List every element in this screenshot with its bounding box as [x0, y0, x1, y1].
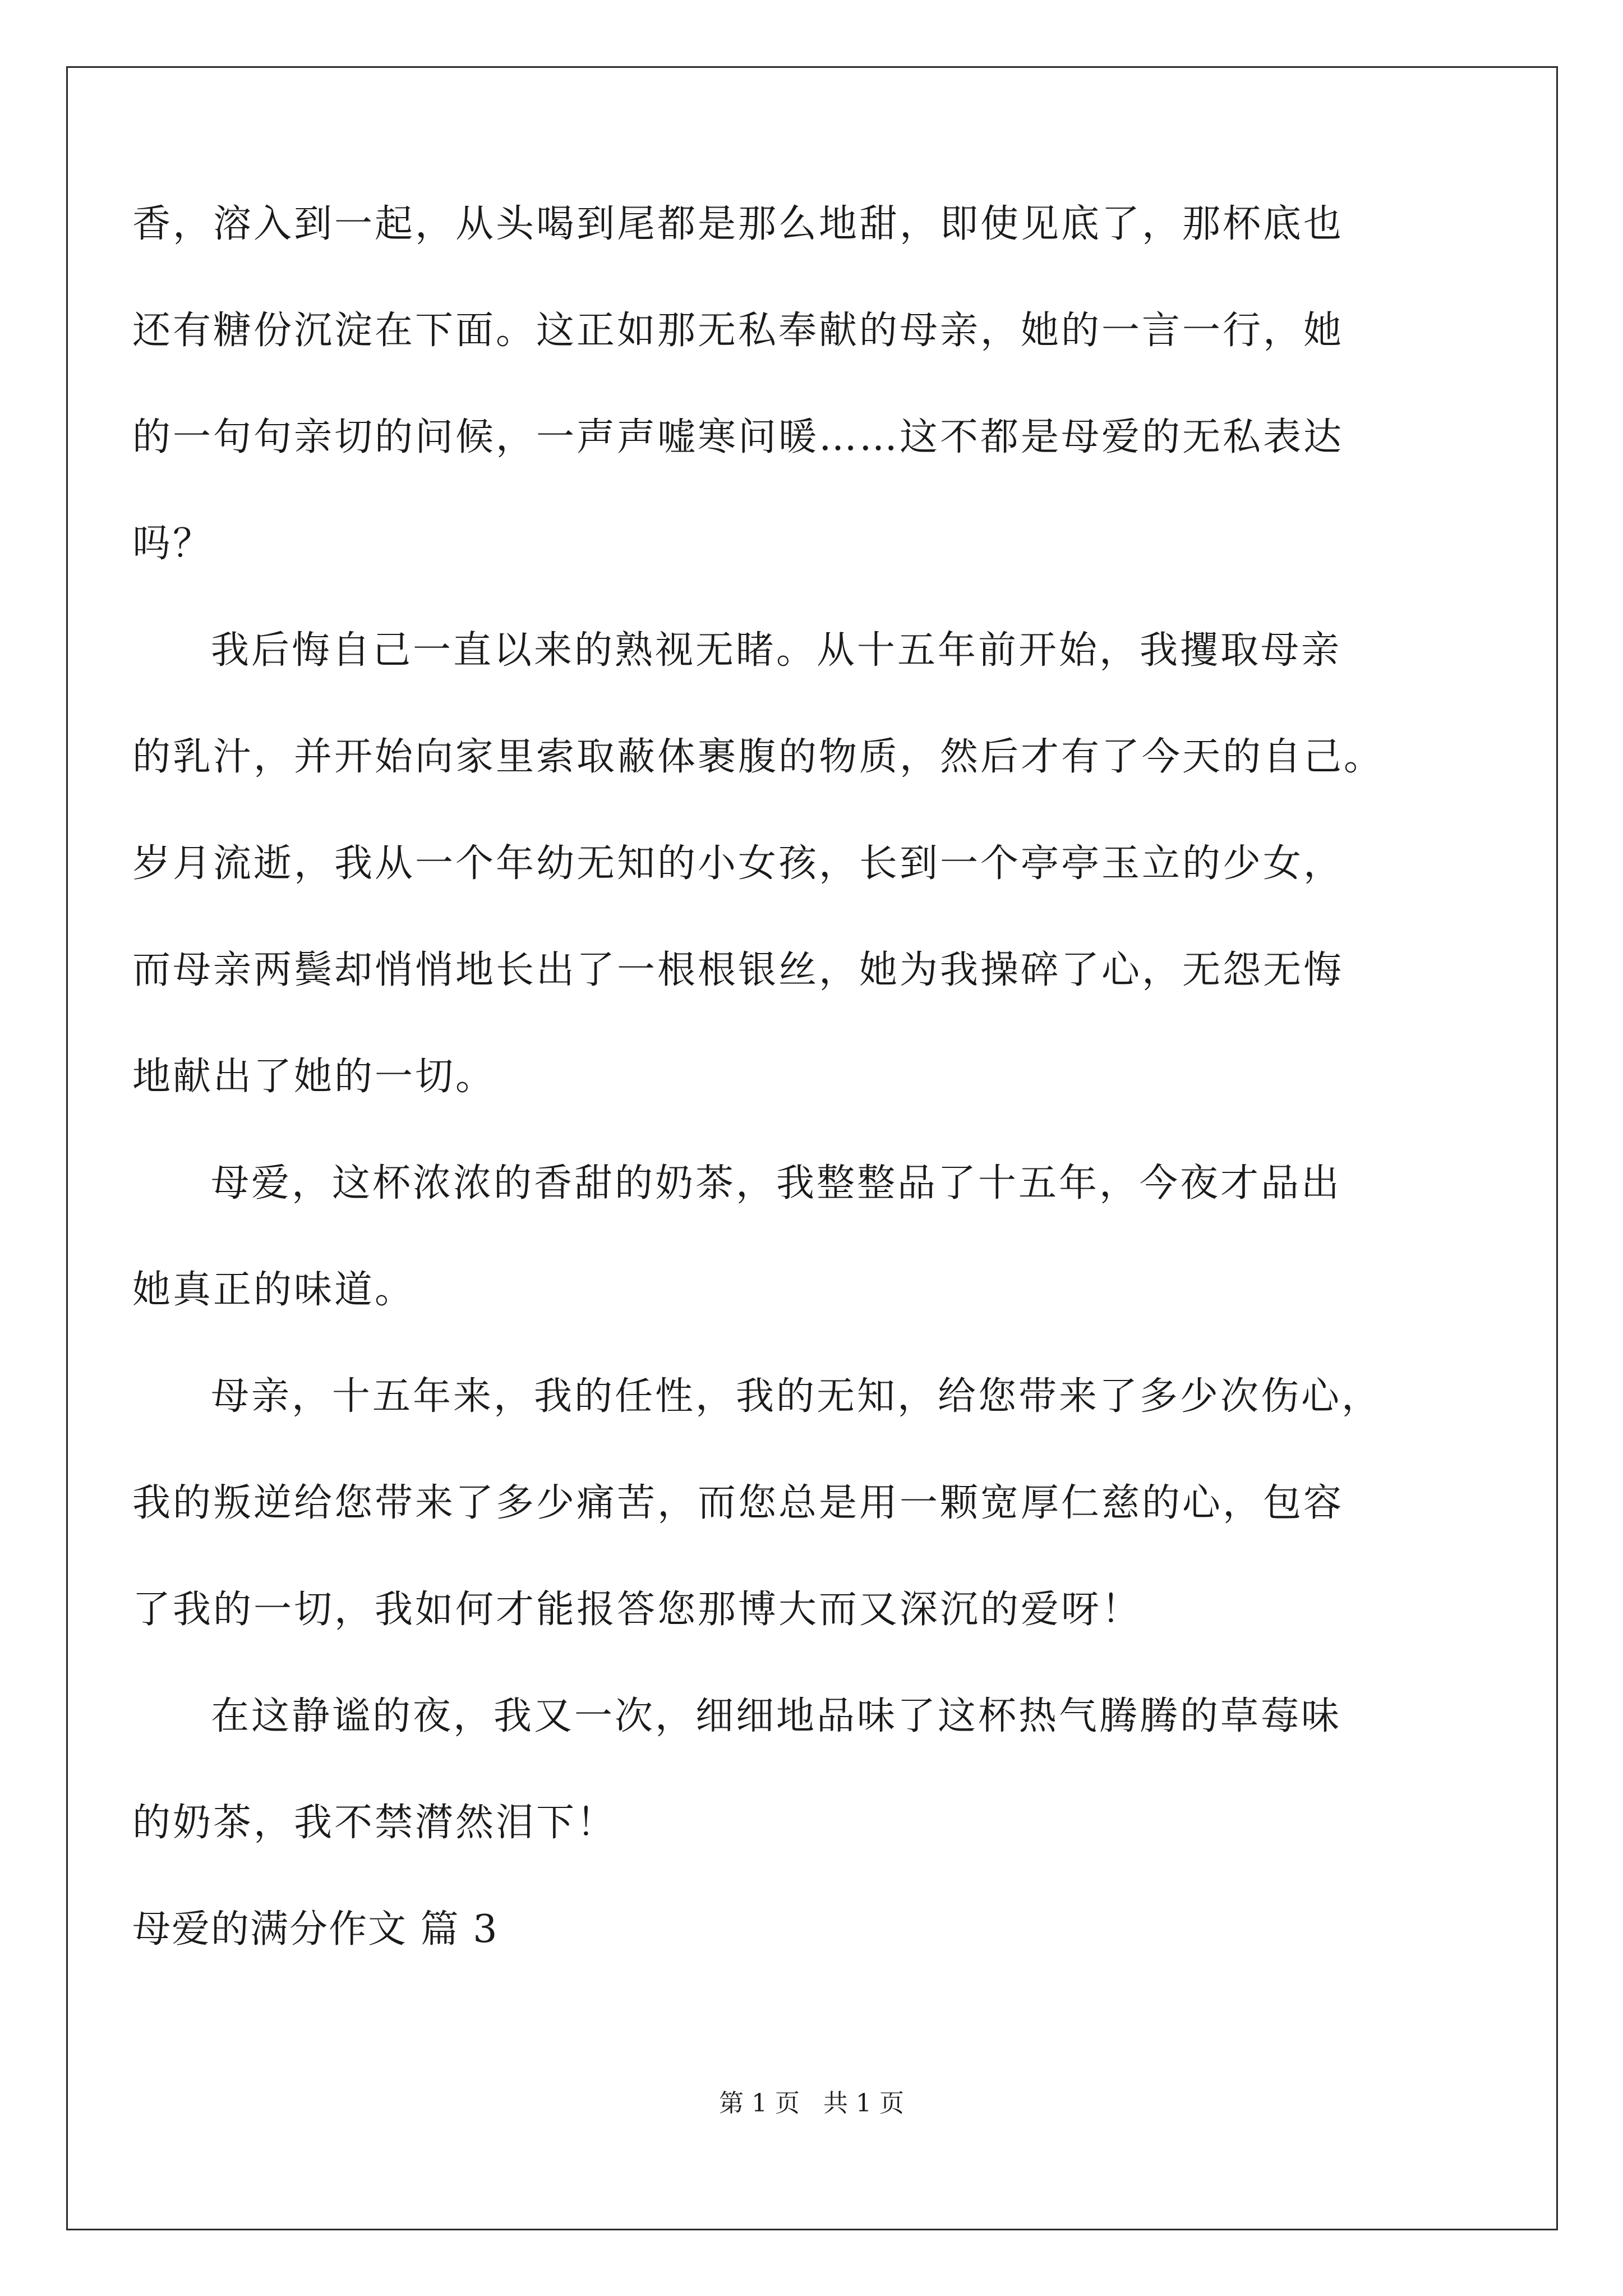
- text-line: 的乳汁，并开始向家里索取蔽体裹腹的物质，然后才有了今天的自己。: [132, 735, 1385, 779]
- text-line: 香，溶入到一起，从头喝到尾都是那么地甜，即使见底了，那杯底也: [132, 202, 1344, 246]
- paragraph-start-line: 在这静谧的夜，我又一次，细细地品味了这杯热气腾腾的草莓味: [211, 1694, 1342, 1738]
- paragraph-start-line: 母爱，这杯浓浓的香甜的奶茶，我整整品了十五年，今夜才品出: [211, 1161, 1342, 1205]
- text-line: 岁月流逝，我从一个年幼无知的小女孩，长到一个亭亭玉立的少女，: [132, 841, 1344, 886]
- text-line: 她真正的味道。: [132, 1268, 416, 1312]
- text-line: 我的叛逆给您带来了多少痛苦，而您总是用一颗宽厚仁慈的心，包容: [132, 1481, 1344, 1525]
- text-line: 的奶茶，我不禁潸然泪下！: [132, 1801, 617, 1845]
- paragraph-start-line: 母亲，十五年来，我的任性，我的无知，给您带来了多少次伤心，: [211, 1374, 1382, 1419]
- section-heading: 母爱的满分作文 篇 3: [132, 1907, 499, 1952]
- paragraph-start-line: 我后悔自己一直以来的熟视无睹。从十五年前开始，我攫取母亲: [211, 628, 1342, 673]
- text-line: 了我的一切，我如何才能报答您那博大而又深沉的爱呀！: [132, 1588, 1142, 1632]
- text-line: 吗？: [132, 522, 214, 566]
- text-line: 的一句句亲切的问候，一声声嘘寒问暖……这不都是母爱的无私表达: [132, 415, 1344, 459]
- text-line: 地献出了她的一切。: [132, 1055, 496, 1099]
- text-line: 还有糖份沉淀在下面。这正如那无私奉献的母亲，她的一言一行，她: [132, 309, 1344, 353]
- text-line: 而母亲两鬓却悄悄地长出了一根根银丝，她为我操碎了心，无怨无悔: [132, 948, 1344, 992]
- page-footer: 第 1 页 共 1 页: [719, 2089, 904, 2118]
